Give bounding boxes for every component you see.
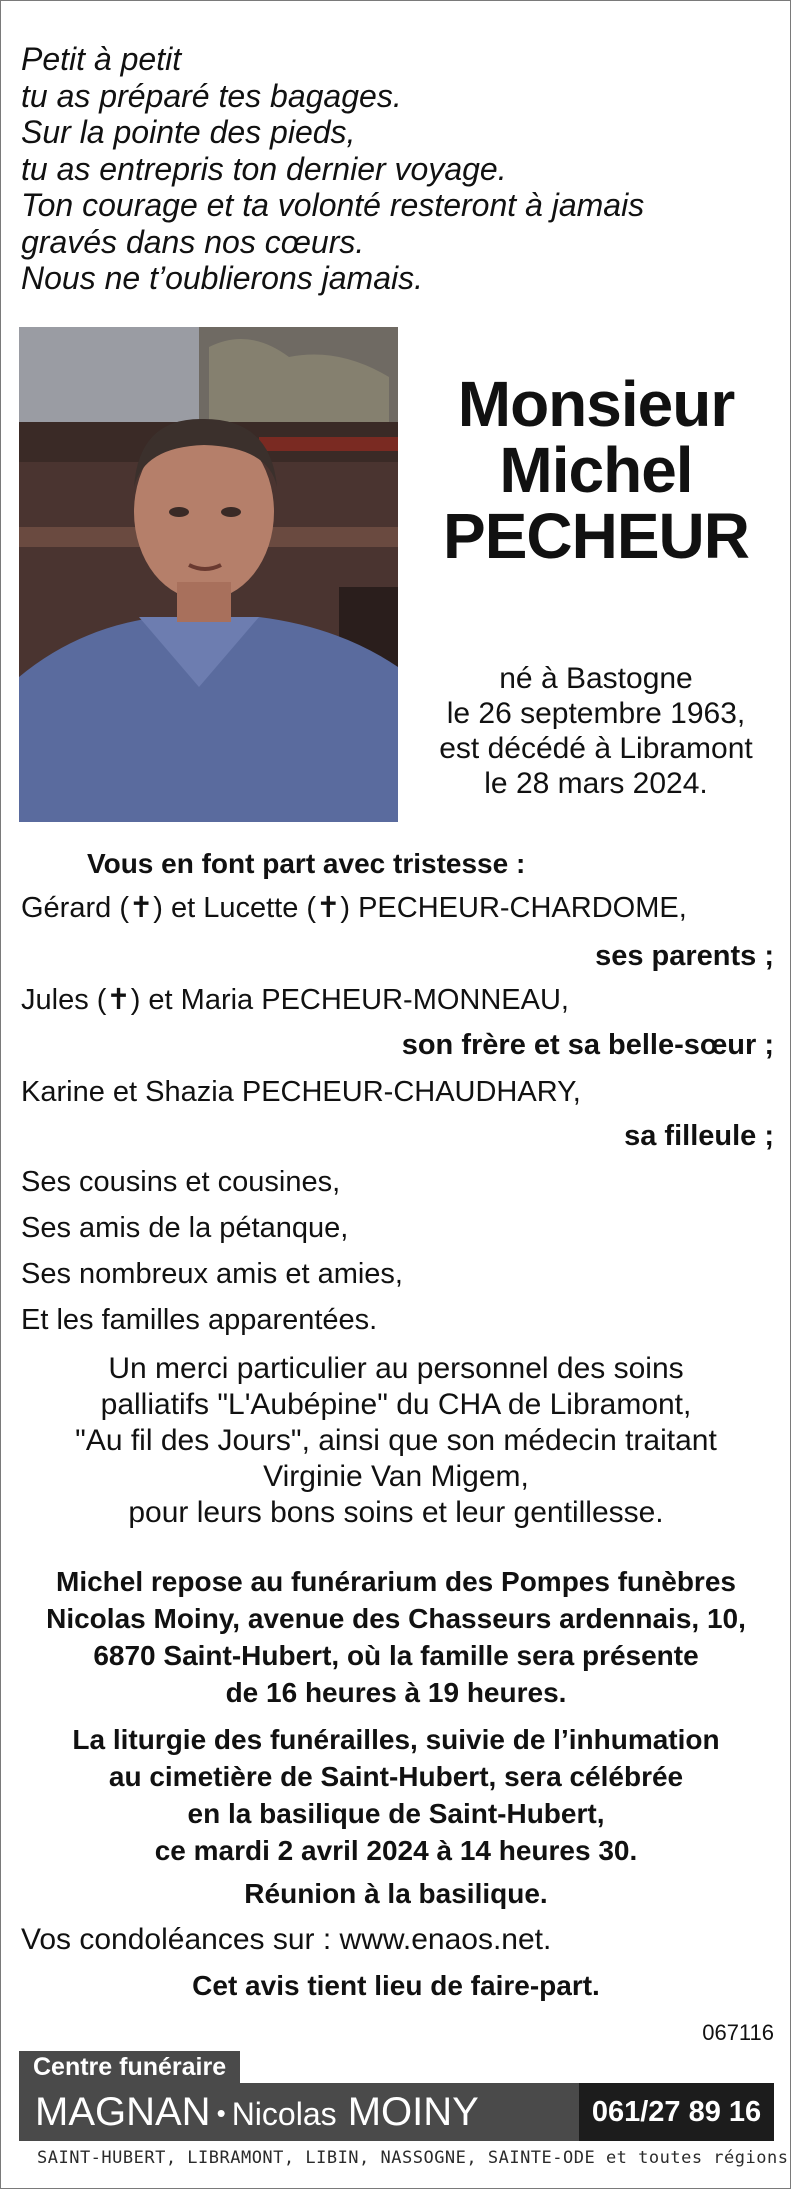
faire-part-text: Cet avis tient lieu de faire-part. <box>192 1970 600 2001</box>
deceased-name <box>411 368 781 572</box>
poem-line: gravés dans nos cœurs. <box>21 223 365 260</box>
liturgy-line: La liturgie des funérailles, suivie de l’inhumation <box>72 1724 720 1755</box>
deceased-title: Monsieur <box>457 368 735 440</box>
family-other: Ses cousins et cousines, <box>21 1166 341 1198</box>
footer-band <box>19 2083 774 2141</box>
family-relation: ses parents ; <box>595 940 774 972</box>
thanks-line: Virginie Van Migem, <box>263 1460 529 1493</box>
liturgy-line: au cimetière de Saint-Hubert, sera célébrée <box>108 1761 684 1792</box>
funerarium-line: de 16 heures à 19 heures. <box>225 1677 567 1708</box>
deceased-first-name: Michel <box>499 434 693 506</box>
brand-main: MAGNAN <box>35 2090 211 2134</box>
birth-death-info <box>401 661 791 801</box>
funerarium-info <box>21 1563 771 1711</box>
poem-line: Ton courage et ta volonté resteront à jamais <box>21 187 645 223</box>
meeting-info: Réunion à la basilique. <box>244 1878 548 1909</box>
poem-line: tu as préparé tes bagages. <box>21 77 402 114</box>
family-other: Ses amis de la pétanque, <box>21 1212 349 1244</box>
deceased-last-name: PECHEUR <box>443 500 749 572</box>
family-intro: Vous en font part avec tristesse : <box>87 848 526 879</box>
deceased-portrait-photo <box>19 327 398 822</box>
poem-line: tu as entrepris ton dernier voyage. <box>21 150 507 187</box>
thanks-line: palliatifs "L'Aubépine" du CHA de Libramont, <box>100 1388 692 1421</box>
brand-last-name: MOINY <box>347 2090 479 2134</box>
poem-line: Sur la pointe des pieds, <box>21 114 356 150</box>
family-names: Karine et Shazia PECHEUR-CHAUDHARY, <box>21 1076 581 1108</box>
thanks-line: pour leurs bons soins et leur gentillesse. <box>128 1496 664 1529</box>
condolences-text: Vos condoléances sur : www.enaos.net. <box>21 1923 552 1956</box>
birth-line: est décédé à Libramont <box>439 732 753 765</box>
funerarium-line: Nicolas Moiny, avenue des Chasseurs ardennais, 10, <box>46 1603 746 1634</box>
family-other: Et les familles apparentées. <box>21 1304 378 1336</box>
family-names: Gérard (✝) et Lucette (✝) PECHEUR-CHARDOME, <box>21 892 687 924</box>
family-relation: son frère et sa belle-sœur ; <box>401 1029 774 1061</box>
reference-number: 067116 <box>702 2020 774 2045</box>
poem-line: Petit à petit <box>21 41 182 77</box>
funeral-home-footer <box>19 2051 789 2171</box>
brand-first-name: Nicolas <box>231 2096 337 2132</box>
family-names: Jules (✝) et Maria PECHEUR-MONNEAU, <box>21 984 569 1016</box>
thanks-paragraph <box>21 1351 771 1531</box>
footer-tag: Centre funéraire <box>19 2051 240 2083</box>
funerarium-line: Michel repose au funérarium des Pompes funèbres <box>56 1566 736 1597</box>
thanks-line: "Au fil des Jours", ainsi que son médecin traitant <box>75 1424 717 1457</box>
birth-line: le 28 mars 2024. <box>484 767 708 800</box>
poem <box>21 41 761 297</box>
liturgy-info <box>21 1721 771 1869</box>
liturgy-line: ce mardi 2 avril 2024 à 14 heures 30. <box>154 1835 638 1866</box>
poem-line: Nous ne t’oublierons jamais. <box>21 260 423 296</box>
brand-separator: • <box>216 2098 226 2128</box>
family-relation: sa filleule ; <box>624 1120 774 1152</box>
funeral-home-brand <box>35 2087 479 2139</box>
family-other: Ses nombreux amis et amies, <box>21 1258 403 1290</box>
funerarium-line: 6870 Saint-Hubert, où la famille sera présente <box>93 1640 699 1671</box>
phone-number: 061/27 89 16 <box>579 2083 774 2141</box>
birth-line: né à Bastogne <box>499 662 693 695</box>
thanks-line: Un merci particulier au personnel des soins <box>108 1352 684 1385</box>
birth-line: le 26 septembre 1963, <box>446 697 746 730</box>
regions-served: SAINT-HUBERT, LIBRAMONT, LIBIN, NASSOGNE, SAINTE-ODE et toutes régions <box>37 2148 789 2168</box>
liturgy-line: en la basilique de Saint-Hubert, <box>187 1798 605 1829</box>
